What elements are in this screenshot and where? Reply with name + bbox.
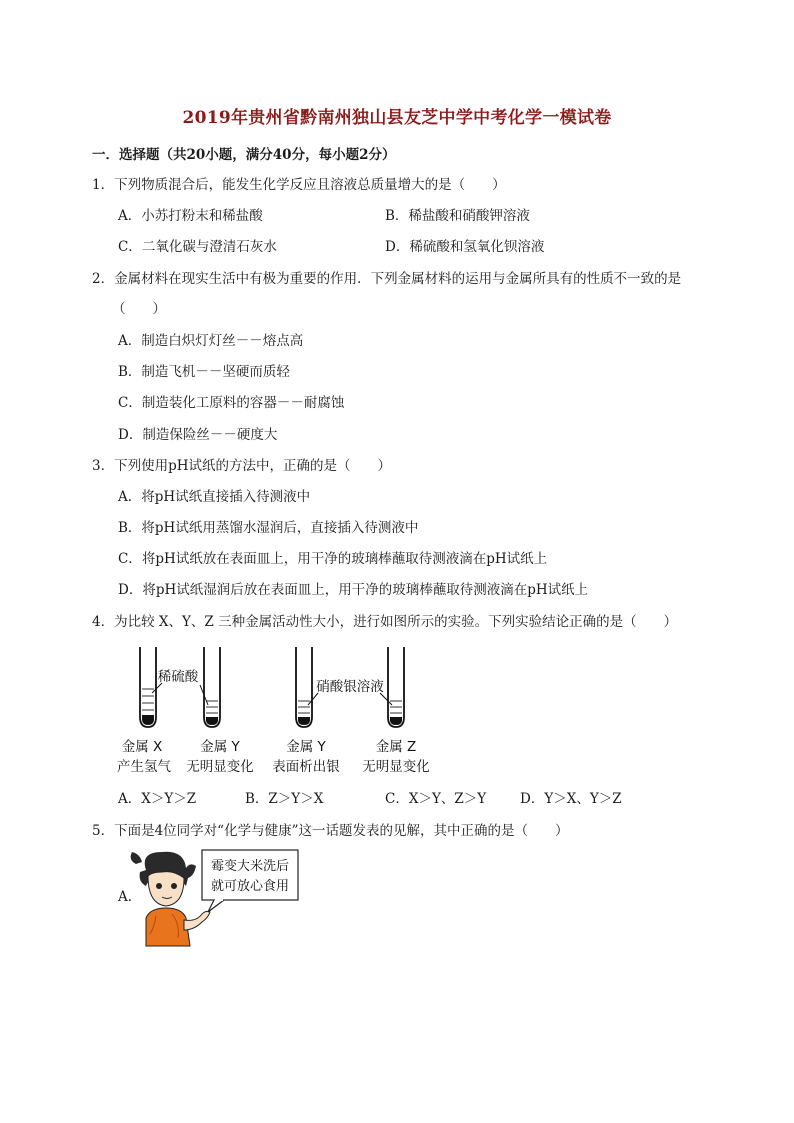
question-5-option-a-label[interactable]: A．: [118, 889, 142, 905]
question-2-stem-continued: （ ）: [112, 301, 166, 317]
question-3-option-d[interactable]: D．将pH试纸湿润后放在表面皿上，用干净的玻璃棒蘸取待测液滴在pH试纸上: [118, 582, 589, 598]
question-4-option-d[interactable]: D．Y＞X、Y＞Z: [520, 791, 622, 807]
tube-4-metal-label: 金属 Z: [375, 739, 417, 755]
question-2-stem: 2．金属材料在现实生活中有极为重要的作用．下列金属材料的运用与金属所具有的性质不一致的是: [92, 271, 682, 287]
speech-line-2: 就可放心食用: [210, 879, 290, 894]
exam-title: 2019年贵州省黔南州独山县友芝中学中考化学一模试卷: [182, 108, 612, 128]
question-2-option-c[interactable]: C．制造装化工原料的容器－－耐腐蚀: [118, 395, 345, 411]
tube-2-result-label: 无明显变化: [186, 759, 254, 775]
test-tube-2: [204, 647, 220, 727]
question-3-stem: 3．下列使用pH试纸的方法中，正确的是（ ）: [92, 458, 392, 474]
tube-4-result-label: 无明显变化: [362, 759, 430, 775]
tube-2-metal-label: 金属 Y: [200, 739, 240, 755]
tube-1-metal-label: 金属 X: [121, 739, 163, 755]
reagent-label-dilute-sulfuric-acid: 稀硫酸: [157, 669, 199, 685]
question-1-option-d[interactable]: D．稀硫酸和氢氧化钡溶液: [385, 239, 545, 255]
question-4-stem: 4．为比较 X、Y、Z 三种金属活动性大小，进行如图所示的实验。下列实验结论正确的是（ ）: [92, 614, 678, 630]
speech-line-1: 霉变大米洗后: [210, 859, 290, 874]
question-3-option-c[interactable]: C．将pH试纸放在表面皿上，用干净的玻璃棒蘸取待测液滴在pH试纸上: [118, 551, 548, 567]
section-heading: 一．选择题（共20小题，满分40分，每小题2分）: [92, 147, 396, 163]
tube-1-result-label: 产生氢气: [117, 759, 171, 775]
question-1-option-a[interactable]: A．小苏打粉末和稀盐酸: [118, 208, 263, 224]
student-speech-figure: [110, 846, 310, 948]
question-1-stem: 1．下列物质混合后，能发生化学反应且溶液总质量增大的是（ ）: [92, 177, 506, 193]
question-4-option-b[interactable]: B．Z＞Y＞X: [245, 791, 324, 807]
test-tube-1: [140, 647, 156, 727]
test-tube-3: [296, 647, 312, 727]
tube-3-result-label: 表面析出银: [272, 759, 340, 775]
question-4-option-a[interactable]: A．X＞Y＞Z: [118, 791, 197, 807]
question-1-option-c[interactable]: C．二氧化碳与澄清石灰水: [118, 239, 277, 255]
question-3-option-a[interactable]: A．将pH试纸直接插入待测液中: [118, 489, 311, 505]
question-3-option-b[interactable]: B．将pH试纸用蒸馏水湿润后，直接插入待测液中: [118, 520, 419, 536]
question-5-stem: 5．下面是4位同学对“化学与健康”这一话题发表的见解，其中正确的是（ ）: [92, 823, 569, 839]
question-2-option-b[interactable]: B．制造飞机－－坚硬而质轻: [118, 364, 290, 380]
tube-3-metal-label: 金属 Y: [286, 739, 326, 755]
question-2-option-a[interactable]: A．制造白炽灯灯丝－－熔点高: [118, 333, 304, 349]
girl-illustration: [131, 852, 210, 946]
test-tube-experiment-figure: [112, 641, 442, 781]
reagent-label-silver-nitrate: 硝酸银溶液: [316, 679, 384, 695]
test-tube-4: [388, 647, 404, 727]
question-4-option-c[interactable]: C．X＞Y、Z＞Y: [385, 791, 487, 807]
question-2-option-d[interactable]: D．制造保险丝－－硬度大: [118, 427, 278, 443]
question-1-option-b[interactable]: B．稀盐酸和硝酸钾溶液: [385, 208, 530, 224]
